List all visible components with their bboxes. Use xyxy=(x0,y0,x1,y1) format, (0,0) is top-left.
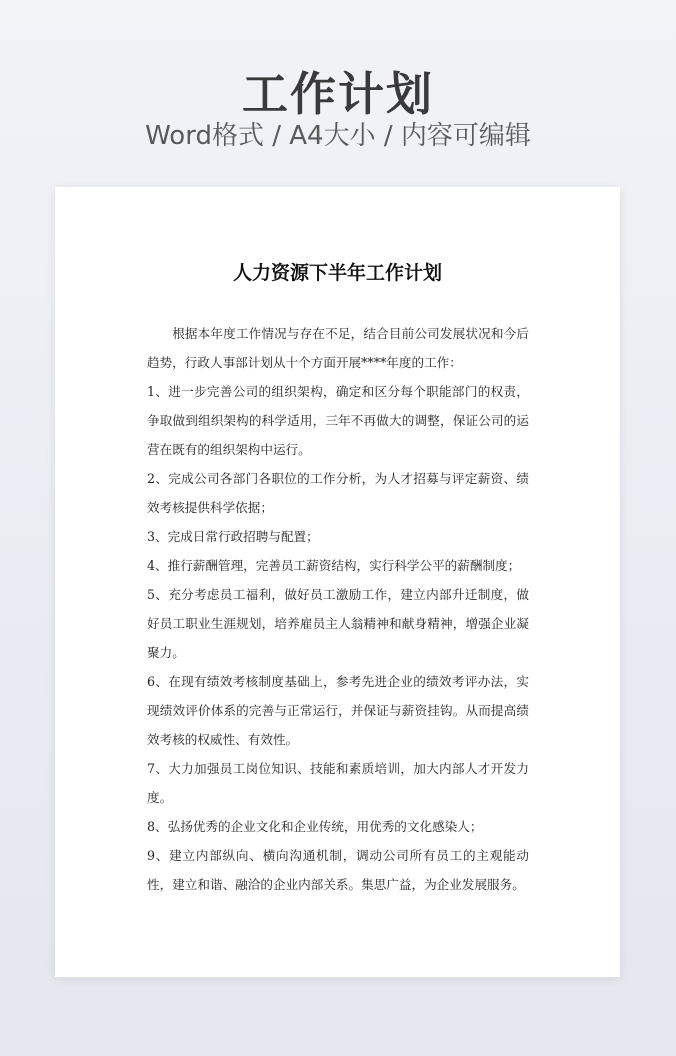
document-page xyxy=(55,187,620,977)
plan-item-4: 4、推行薪酬管理，完善员工薪资结构，实行科学公平的薪酬制度； xyxy=(147,558,521,573)
plan-item-7: 7、大力加强员工岗位知识、技能和素质培训，加大内部人才开发力度。 xyxy=(147,761,529,805)
plan-item-1: 1、进一步完善公司的组织架构，确定和区分每个职能部门的权责，争取做到组织架构的科学适用，三年不再做大的调整，保证公司的运营在既有的组织架构中运行。 xyxy=(147,384,529,457)
plan-item-6: 6、在现有绩效考核制度基础上，参考先进企业的绩效考评办法，实现绩效评价体系的完善与正常运行，并保证与薪资挂钩。从而提高绩效考核的权威性、有效性。 xyxy=(147,674,529,747)
banner-subtitle: Word格式 / A4大小 / 内容可编辑 xyxy=(145,121,531,151)
document-title: 人力资源下半年工作计划 xyxy=(232,262,442,284)
plan-item-9: 9、建立内部纵向、横向沟通机制，调动公司所有员工的主观能动性，建立和谐、融洽的企业内部关系。集思广益，为企业发展服务。 xyxy=(147,848,529,892)
plan-item-3: 3、完成日常行政招聘与配置； xyxy=(147,529,319,544)
banner-title: 工作计划 xyxy=(242,67,434,121)
plan-item-8: 8、弘扬优秀的企业文化和企业传统，用优秀的文化感染人； xyxy=(147,819,483,834)
plan-item-5: 5、充分考虑员工福利，做好员工激励工作，建立内部升迁制度，做好员工职业生涯规划，培养雇员主人翁精神和献身精神，增强企业凝聚力。 xyxy=(147,587,529,660)
intro-paragraph: 根据本年度工作情况与存在不足，结合目前公司发展状况和今后趋势，行政人事部计划从十个方面开展****年度的工作： xyxy=(147,326,529,370)
document-body xyxy=(147,319,529,899)
plan-item-2: 2、完成公司各部门各职位的工作分析，为人才招募与评定薪资、绩效考核提供科学依据； xyxy=(147,471,529,515)
